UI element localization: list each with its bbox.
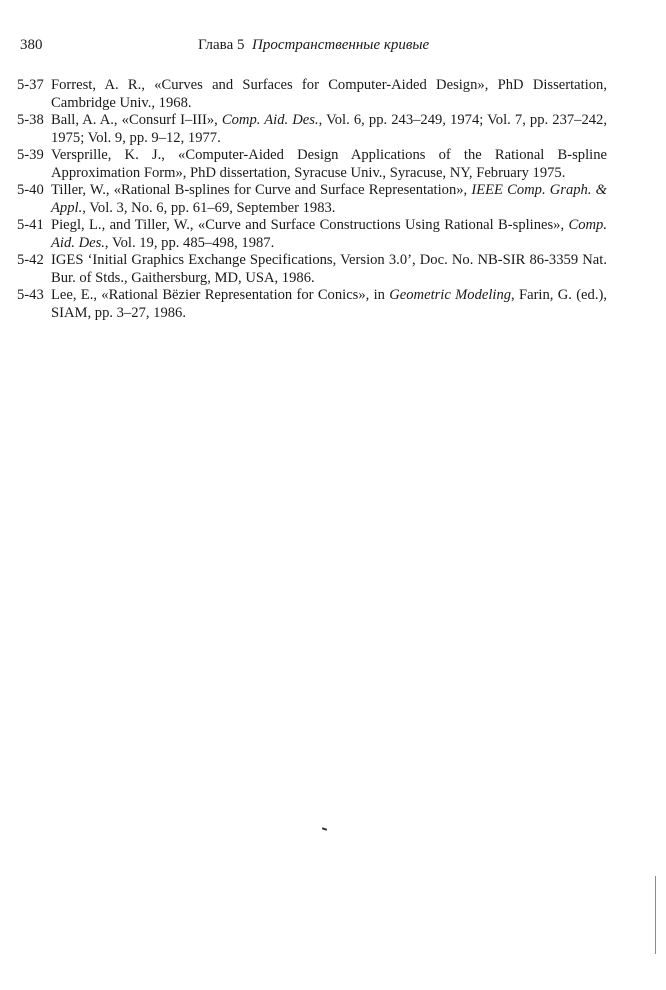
reference-text-part: IGES ‘Initial Graphics Exchange Specifications, Version 3.0’, Doc. No. NB-SIR 86-3359 Nat. Bur. of Stds., Gaithersburg, MD, USA, 1986. <box>51 252 607 286</box>
reference-number: 5-42 <box>17 252 44 268</box>
running-head <box>198 37 429 54</box>
reference-number: 5-37 <box>17 77 44 93</box>
reference-text-part: Lee, E., «Rational Bëzier Representation for Conics», in <box>51 287 390 303</box>
reference-text-part: Ball, A. A., «Consurf I–III», <box>51 112 222 128</box>
reference-number: 5-39 <box>17 147 44 163</box>
reference-text <box>51 112 607 147</box>
chapter-title: Пространственные кривые <box>251 37 430 53</box>
reference-item <box>17 252 607 287</box>
journal-title: IEEE Comp. Graph. & Appl. <box>51 182 607 216</box>
reference-text-part: , Vol. 6, pp. 243–249, 1974; Vol. 7, pp. 237–242, 1975; Vol. 9, pp. 9–12, 1977. <box>51 112 608 146</box>
reference-item <box>17 287 607 322</box>
reference-text-part: , Vol. 3, No. 6, pp. 61–69, September 1983. <box>82 199 336 216</box>
reference-item <box>17 77 607 112</box>
reference-text <box>51 182 607 217</box>
book-title: Geometric Modeling <box>389 287 512 303</box>
reference-text <box>51 217 607 252</box>
reference-text-part: Versprille, K. J., «Computer-Aided Design Applications of the Rational B-spline Approximation Form», PhD dissertation, Syracuse Univ., Syracuse, NY, February 1975. <box>51 147 607 181</box>
reference-text <box>51 287 607 322</box>
page-number: 380 <box>20 37 43 53</box>
chapter-label: Глава 5 <box>198 37 245 53</box>
reference-item <box>17 147 607 182</box>
reference-item <box>17 217 607 252</box>
reference-number: 5-41 <box>17 217 44 233</box>
reference-text <box>51 252 607 287</box>
scan-speck <box>322 827 327 831</box>
reference-text <box>51 147 607 182</box>
journal-title: Comp. Aid. Des. <box>51 217 607 251</box>
reference-text-part: Forrest, A. R., «Curves and Surfaces for Computer-Aided Design», PhD Dissertation, Cambridge Univ., 1968. <box>51 77 607 111</box>
reference-item <box>17 182 607 217</box>
reference-text-part: Tiller, W., «Rational B-splines for Curve and Surface Representation», <box>51 182 472 198</box>
page-header <box>20 37 620 57</box>
reference-text-part: , Farin, G. (ed.), SIAM, pp. 3–27, 1986. <box>51 287 607 321</box>
reference-text-part: , Vol. 19, pp. 485–498, 1987. <box>104 234 275 251</box>
reference-item <box>17 112 607 147</box>
reference-number: 5-40 <box>17 182 44 198</box>
scan-edge-line <box>655 876 656 954</box>
reference-number: 5-43 <box>17 287 44 303</box>
reference-text <box>51 77 607 112</box>
reference-text-part: Piegl, L., and Tiller, W., «Curve and Surface Constructions Using Rational B-splines», <box>51 217 569 233</box>
reference-number: 5-38 <box>17 112 44 128</box>
reference-list <box>17 77 607 322</box>
journal-title: Comp. Aid. Des. <box>221 112 319 128</box>
